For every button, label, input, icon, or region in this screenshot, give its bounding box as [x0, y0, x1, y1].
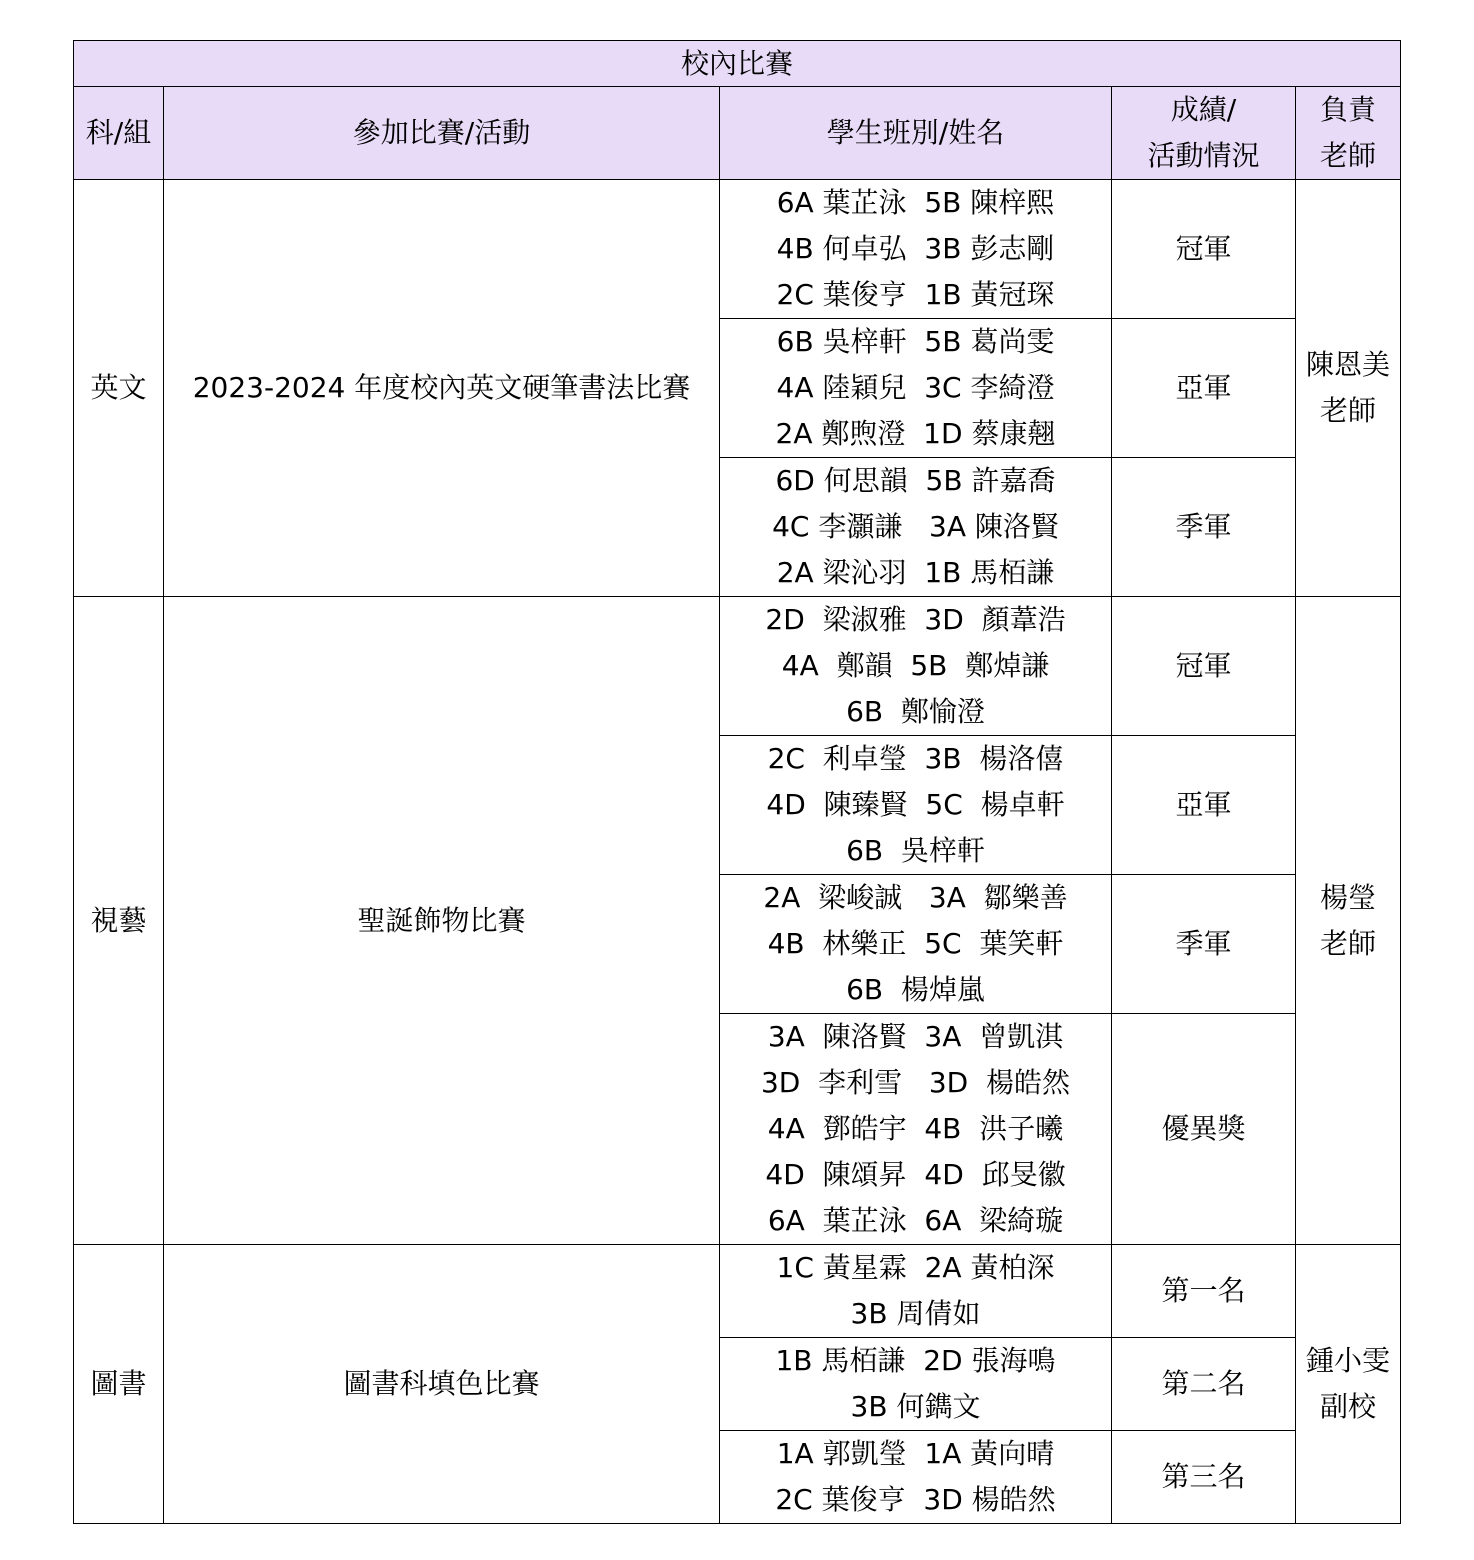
student-line: 6B 鄭愉澄 — [846, 695, 985, 728]
students-cell — [720, 1338, 1112, 1431]
subject-cell: 英文 — [74, 180, 164, 597]
event-cell: 聖誕飾物比賽 — [164, 597, 720, 1245]
header-subject: 科/組 — [74, 87, 164, 180]
event-cell: 2023-2024 年度校內英文硬筆書法比賽 — [164, 180, 720, 597]
result-cell: 亞軍 — [1112, 319, 1296, 458]
table-title: 校內比賽 — [74, 41, 1401, 87]
teacher-line: 老師 — [1320, 394, 1377, 427]
table-row — [74, 1245, 1401, 1338]
student-line: 2D 梁淑雅 3D 顏葦浩 — [765, 603, 1066, 636]
students-cell — [720, 1245, 1112, 1338]
student-line: 3D 李利雪 3D 楊皓然 — [760, 1066, 1071, 1099]
student-line: 1A 郭凱瑩 1A 黃向晴 — [776, 1437, 1055, 1470]
student-line: 6D 何思韻 5B 許嘉喬 — [775, 464, 1056, 497]
result-cell: 季軍 — [1112, 458, 1296, 597]
teacher-line: 陳恩美 — [1306, 348, 1391, 381]
student-line: 3B 周倩如 — [850, 1297, 981, 1330]
student-line: 4D 陳頌昇 4D 邱旻徽 — [765, 1158, 1066, 1191]
header-event: 參加比賽/活動 — [164, 87, 720, 180]
student-line: 1C 黃星霖 2A 黃柏深 — [776, 1251, 1055, 1284]
student-line: 2A 梁沁羽 1B 馬栢謙 — [776, 556, 1055, 589]
subject-cell: 視藝 — [74, 597, 164, 1245]
student-line: 4A 鄧皓宇 4B 洪子曦 — [767, 1112, 1064, 1145]
header-students: 學生班別/姓名 — [720, 87, 1112, 180]
students-cell — [720, 458, 1112, 597]
student-line: 3A 陳洛賢 3A 曾凱淇 — [767, 1020, 1064, 1053]
event-cell: 圖書科填色比賽 — [164, 1245, 720, 1524]
student-line: 4B 何卓弘 3B 彭志剛 — [776, 232, 1055, 265]
student-line: 4D 陳臻賢 5C 楊卓軒 — [766, 788, 1065, 821]
result-cell: 第一名 — [1112, 1245, 1296, 1338]
teacher-cell — [1296, 597, 1401, 1245]
student-line: 6B 吳梓軒 — [846, 834, 985, 867]
teacher-cell — [1296, 1245, 1401, 1524]
result-cell: 第二名 — [1112, 1338, 1296, 1431]
table-row — [74, 180, 1401, 319]
teacher-line: 老師 — [1320, 926, 1377, 960]
students-cell — [720, 597, 1112, 736]
student-line: 1B 馬栢謙 2D 張海鳴 — [775, 1344, 1056, 1377]
competition-table — [73, 40, 1401, 1524]
header-result-line: 成績/ — [1170, 93, 1237, 126]
result-cell: 第三名 — [1112, 1431, 1296, 1524]
student-line: 2A 梁峻誠 3A 鄒樂善 — [763, 881, 1068, 914]
students-cell — [720, 319, 1112, 458]
student-line: 6A 葉芷泳 6A 梁綺璇 — [767, 1204, 1064, 1237]
student-line: 2C 葉俊亨 3D 楊皓然 — [775, 1483, 1056, 1516]
result-cell: 冠軍 — [1112, 597, 1296, 736]
header-teacher — [1296, 87, 1401, 180]
student-line: 4C 李灝謙 3A 陳洛賢 — [772, 510, 1059, 543]
header-teacher-line: 負責 — [1320, 93, 1377, 126]
subject-cell: 圖書 — [74, 1245, 164, 1524]
students-cell — [720, 1431, 1112, 1524]
teacher-line: 鍾小雯 — [1306, 1344, 1391, 1377]
student-line: 2A 鄭煦澄 1D 蔡康翹 — [775, 417, 1056, 450]
student-line: 6B 吳梓軒 5B 葛尚雯 — [776, 325, 1055, 358]
students-cell — [720, 1014, 1112, 1245]
teacher-line: 副校 — [1320, 1390, 1377, 1423]
result-cell: 冠軍 — [1112, 180, 1296, 319]
student-line: 2C 葉俊亨 1B 黃冠琛 — [776, 278, 1055, 311]
students-cell — [720, 875, 1112, 1014]
students-cell — [720, 180, 1112, 319]
student-line: 6B 楊焯嵐 — [846, 973, 985, 1006]
students-cell — [720, 736, 1112, 875]
student-line: 2C 利卓瑩 3B 楊洛僖 — [767, 742, 1064, 775]
teacher-line: 楊瑩 — [1320, 880, 1377, 914]
teacher-cell — [1296, 180, 1401, 597]
student-line: 6A 葉芷泳 5B 陳梓熙 — [776, 186, 1055, 219]
header-result — [1112, 87, 1296, 180]
student-line: 3B 何鐫文 — [850, 1390, 981, 1423]
result-cell: 亞軍 — [1112, 736, 1296, 875]
student-line: 4A 陸穎兒 3C 李綺澄 — [776, 371, 1055, 404]
header-result-line: 活動情況 — [1147, 139, 1260, 172]
student-line: 4B 林樂正 5C 葉笑軒 — [767, 927, 1064, 960]
header-teacher-line: 老師 — [1320, 139, 1377, 172]
result-cell: 優異獎 — [1112, 1014, 1296, 1245]
student-line: 4A 鄭韻 5B 鄭焯謙 — [781, 649, 1050, 682]
result-cell: 季軍 — [1112, 875, 1296, 1014]
table-row — [74, 597, 1401, 736]
